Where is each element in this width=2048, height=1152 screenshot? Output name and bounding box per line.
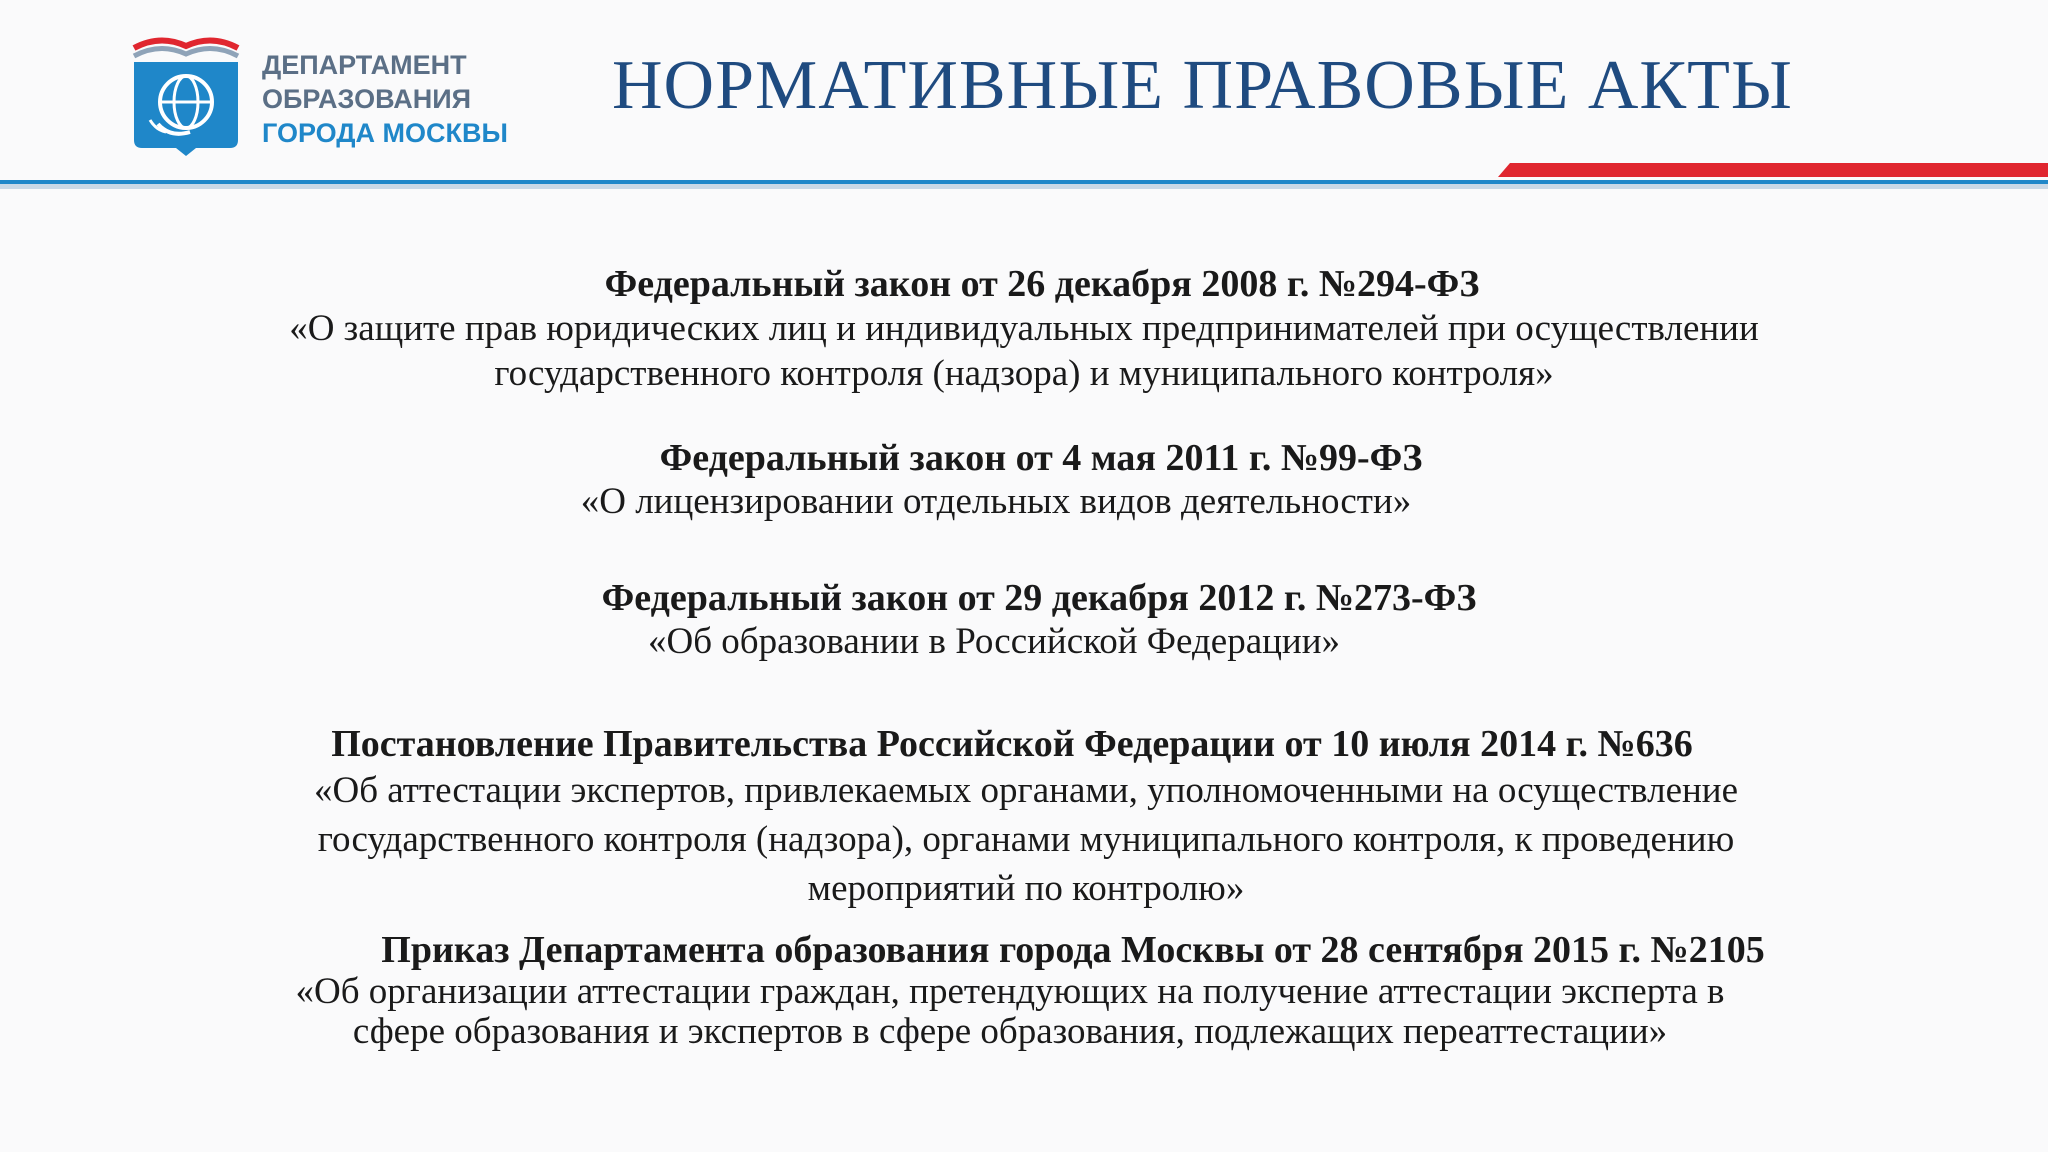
document-description: «О лицензировании отдельных видов деятельности» <box>580 481 1412 522</box>
document-item <box>0 928 2048 1052</box>
document-item <box>0 436 2048 524</box>
document-description: «О защите прав юридических лиц и индивидуальных предпринимателей при осуществлении государственного контроля (надзора) и муниципального контроля» <box>289 308 1759 394</box>
org-line-1: ДЕПАРТАМЕНТ <box>262 50 467 80</box>
document-heading: Постановление Правительства Российской Федерации от 10 июля 2014 г. №636 <box>331 723 1693 765</box>
document-heading: Федеральный закон от 26 декабря 2008 г. №294-ФЗ <box>604 263 1480 305</box>
department-name <box>262 48 508 150</box>
slide-header <box>0 0 2048 190</box>
document-heading: Федеральный закон от 4 мая 2011 г. №99-ФЗ <box>659 437 1423 479</box>
document-item <box>0 262 2048 396</box>
department-logo <box>130 28 242 158</box>
org-line-2: ОБРАЗОВАНИЯ <box>262 84 472 114</box>
document-heading: Федеральный закон от 29 декабря 2012 г. №273-ФЗ <box>601 577 1477 619</box>
document-item <box>0 576 2048 664</box>
document-heading: Приказ Департамента образования города Москвы от 28 сентября 2015 г. №2105 <box>381 929 1765 971</box>
document-description: «Об организации аттестации граждан, претендующих на получение аттестации эксперта в сфере образования и экспертов в сфере образования, подлежащих переаттестации» <box>295 971 1725 1052</box>
document-description: «Об образовании в Российской Федерации» <box>647 621 1341 662</box>
document-description: «Об аттестации экспертов, привлекаемых органами, уполномоченными на осуществление государственного контроля (надзора), органами муниципального контроля, к проведению мероприятий по контролю» <box>313 770 1739 909</box>
document-item <box>0 722 2048 913</box>
org-line-3: ГОРОДА МОСКВЫ <box>262 118 508 148</box>
slide-title: НОРМАТИВНЫЕ ПРАВОВЫЕ АКТЫ <box>612 47 1793 124</box>
header-divider-stripe <box>0 163 2048 191</box>
